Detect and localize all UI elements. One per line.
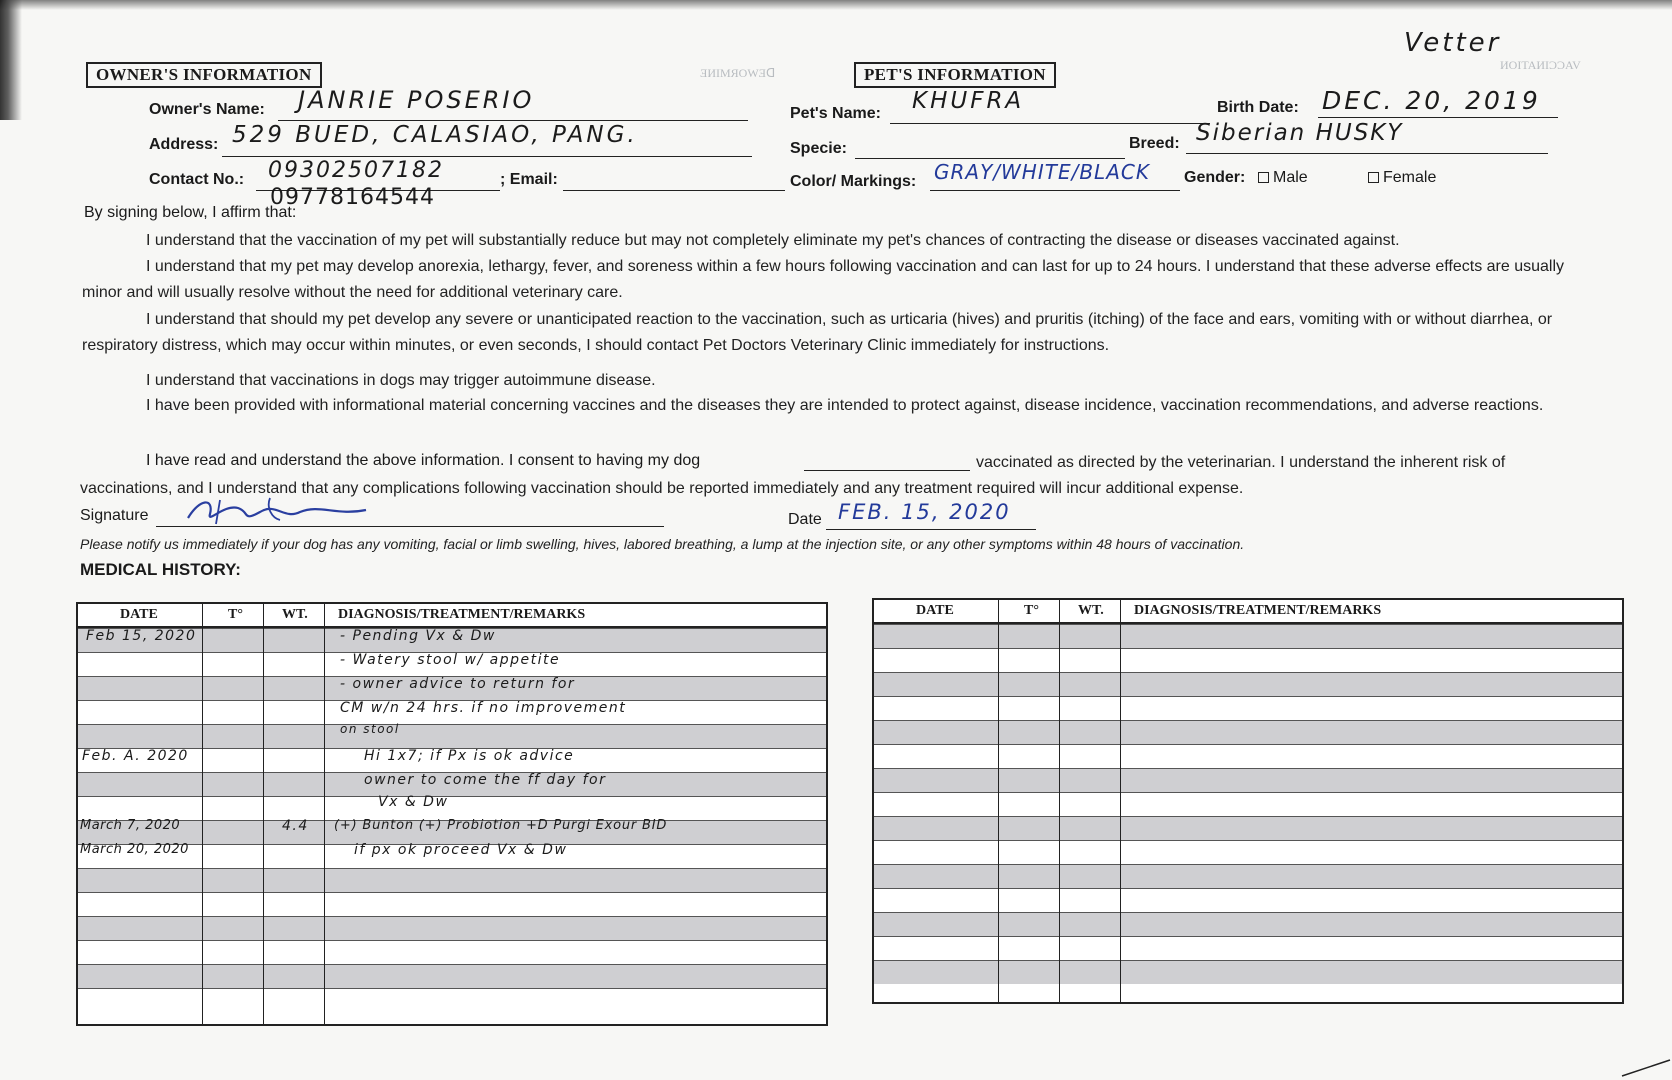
contact-label: Contact No.: xyxy=(149,171,245,188)
contact-value: 09302507182 xyxy=(268,158,444,183)
email-line xyxy=(563,190,785,191)
pet-name-value: KHUFRA xyxy=(912,88,1025,114)
owner-name-value: JANRIE POSERIO xyxy=(298,86,535,114)
scan-shadow-top xyxy=(0,0,1672,10)
row-divider xyxy=(874,864,1622,865)
table-row xyxy=(78,868,826,892)
table-row xyxy=(874,624,1622,648)
entry-9-date: March 7, 2020 xyxy=(80,818,181,833)
row-divider xyxy=(874,744,1622,745)
birth-date-label: Birth Date: xyxy=(1217,99,1299,116)
row-divider xyxy=(874,936,1622,937)
col-divider xyxy=(202,604,203,1024)
gender-label: Gender: xyxy=(1184,169,1246,186)
table-row xyxy=(874,912,1622,936)
color-label: Color/ Markings: xyxy=(790,173,917,190)
entry-8-remarks: Vx & Dw xyxy=(378,794,449,810)
entry-4-remarks: CM w/n 24 hrs. if no improvement xyxy=(340,700,627,716)
date-line xyxy=(826,529,1036,530)
col-weight: WT. xyxy=(1078,603,1104,618)
col-divider xyxy=(1059,600,1060,1002)
consent-p6a: I have read and understand the above information. I consent to having my dog xyxy=(146,452,701,469)
row-divider xyxy=(874,816,1622,817)
entry-6-remarks: Hi 1x7; if Px is ok advice xyxy=(364,748,575,764)
gender-female-option[interactable] xyxy=(1368,169,1436,187)
specie-line xyxy=(855,158,1125,159)
color-value: GRAY/WHITE/BLACK xyxy=(934,160,1150,184)
col-divider xyxy=(324,604,325,1024)
table-row xyxy=(874,816,1622,840)
bleed-through-text: ƎИIMЯOWƎᗡ xyxy=(700,66,776,80)
row-divider xyxy=(78,964,826,965)
birth-date-line xyxy=(1318,117,1558,118)
breed-value: Siberian HUSKY xyxy=(1196,120,1404,146)
consent-p6b: vaccinated as directed by the veterinarian. I understand the inherent risk of vaccinations, and I understand that any complications following vaccination should be reported immediately and any treatment required will incur additional expense. xyxy=(80,454,1506,497)
table-row xyxy=(874,840,1622,864)
owner-name-label: Owner's Name: xyxy=(149,101,265,118)
entry-9-weight: 4.4 xyxy=(282,818,309,834)
entry-1-remarks: - Pending Vx & Dw xyxy=(340,628,496,644)
female-label: Female xyxy=(1383,169,1437,186)
entry-2-remarks: - Watery stool w/ appetite xyxy=(340,652,561,668)
pet-name-line xyxy=(890,123,1210,124)
scan-fold-mark xyxy=(1620,1040,1672,1080)
row-divider xyxy=(874,720,1622,721)
date-label: Date xyxy=(788,511,822,528)
color-line xyxy=(930,190,1180,191)
address-line xyxy=(222,156,752,157)
pet-info-heading: PET'S INFORMATION xyxy=(854,62,1056,88)
table-row xyxy=(874,720,1622,744)
table-row xyxy=(874,960,1622,984)
row-divider xyxy=(78,868,826,869)
row-divider xyxy=(78,796,826,797)
row-divider xyxy=(874,912,1622,913)
signature-label: Signature xyxy=(80,507,149,524)
table-row xyxy=(874,696,1622,720)
row-divider xyxy=(874,888,1622,889)
entry-6-date: Feb. A. 2020 xyxy=(82,748,189,764)
address-value: 529 BUED, CALASIAO, PANG. xyxy=(232,122,638,148)
table-row xyxy=(78,988,826,1012)
table-row xyxy=(874,936,1622,960)
col-weight: WT. xyxy=(282,607,308,622)
email-label: ; Email: xyxy=(500,171,558,188)
specie-label: Specie: xyxy=(790,140,847,157)
breed-label: Breed: xyxy=(1129,135,1180,152)
col-date: DATE xyxy=(120,607,158,622)
table-row xyxy=(874,888,1622,912)
row-divider xyxy=(874,768,1622,769)
table-row xyxy=(874,744,1622,768)
entry-3-remarks: - owner advice to return for xyxy=(340,676,576,692)
female-checkbox[interactable] xyxy=(1368,172,1379,183)
address-label: Address: xyxy=(149,136,219,153)
medical-history-heading: MEDICAL HISTORY: xyxy=(80,560,241,579)
medical-history-table-right xyxy=(872,598,1624,1004)
medical-history-table-left xyxy=(76,602,828,1026)
col-remarks: DIAGNOSIS/TREATMENT/REMARKS xyxy=(1134,603,1382,618)
bleed-through-text: ИOITAИIƆƆAV xyxy=(1500,58,1581,72)
entry-9-remarks: (+) Bunton (+) Probiotion +D Purgi Exour BID xyxy=(334,818,668,833)
row-divider xyxy=(78,988,826,989)
date-value: FEB. 15, 2020 xyxy=(838,500,1011,524)
breed-line xyxy=(1186,153,1548,154)
consent-p5: I have been provided with informational material concerning vaccines and the diseases they are intended to protect against, disease incidence, vaccination recommendations, and adverse reactions. xyxy=(146,397,1544,414)
pet-name-label: Pet's Name: xyxy=(790,105,881,122)
table-row xyxy=(874,648,1622,672)
entry-5-remarks: on stool xyxy=(340,722,400,736)
table-row xyxy=(78,892,826,916)
signature-mark xyxy=(180,494,370,528)
row-divider xyxy=(78,892,826,893)
birth-date-value: DEC. 20, 2019 xyxy=(1322,86,1541,115)
row-divider xyxy=(78,724,826,725)
consent-p2: I understand that my pet may develop anorexia, lethargy, fever, and soreness within a few hours following vaccination and can last for up to 24 hours. I understand that these adverse effects are usually minor and will usually resolve without the need for additional veterinary care. xyxy=(82,258,1565,301)
row-divider xyxy=(874,648,1622,649)
table-row xyxy=(874,792,1622,816)
row-divider xyxy=(874,672,1622,673)
symptom-notice: Please notify us immediately if your dog has any vomiting, facial or limb swelling, hives, labored breathing, a lump at the injection site, or any other symptoms within 48 hours of vaccination. xyxy=(80,536,1245,552)
table-row xyxy=(874,864,1622,888)
table-row xyxy=(78,916,826,940)
owner-info-heading: OWNER'S INFORMATION xyxy=(86,62,322,88)
consent-p4: I understand that vaccinations in dogs may trigger autoimmune disease. xyxy=(146,372,656,389)
table-row xyxy=(78,724,826,748)
male-label: Male xyxy=(1273,169,1308,186)
table-row xyxy=(78,940,826,964)
consent-p3: I understand that should my pet develop any severe or unanticipated reaction to the vaccination, such as urticaria (hives) and pruritis (itching) of the face and ears, vomiting with or without diarrhea, or respiratory distress, which may occur within minutes, or even seconds, I should contact Pet Doctors Veterinary Clinic immediately for instructions. xyxy=(82,311,1553,354)
contact-value-2: 09778164544 xyxy=(270,185,435,210)
entry-10-remarks: if px ok proceed Vx & Dw xyxy=(354,842,568,858)
table-header xyxy=(78,604,826,628)
table-row xyxy=(78,964,826,988)
table-header xyxy=(874,600,1622,624)
col-divider xyxy=(263,604,264,1024)
col-divider xyxy=(998,600,999,1002)
row-divider xyxy=(874,960,1622,961)
row-divider xyxy=(78,916,826,917)
consent-p1: I understand that the vaccination of my pet will substantially reduce but may not completely eliminate my pet's chances of contracting the disease or diseases vaccinated against. xyxy=(146,232,1400,249)
row-divider xyxy=(874,792,1622,793)
scan-shadow-corner xyxy=(0,0,40,120)
col-date: DATE xyxy=(916,603,954,618)
male-checkbox[interactable] xyxy=(1258,172,1269,183)
gender-male-option[interactable] xyxy=(1258,169,1308,187)
table-row xyxy=(874,768,1622,792)
row-divider xyxy=(78,940,826,941)
table-row xyxy=(78,796,826,820)
col-temp: T° xyxy=(1024,603,1039,618)
col-divider xyxy=(1120,600,1121,1002)
row-divider xyxy=(874,840,1622,841)
table-row xyxy=(874,672,1622,696)
consent-intro: By signing below, I affirm that: xyxy=(84,204,297,221)
row-divider xyxy=(874,624,1622,625)
col-temp: T° xyxy=(228,607,243,622)
col-remarks: DIAGNOSIS/TREATMENT/REMARKS xyxy=(338,607,586,622)
entry-1-date: Feb 15, 2020 xyxy=(86,628,197,644)
entry-10-date: March 20, 2020 xyxy=(80,842,189,857)
owner-name-line xyxy=(278,120,748,121)
row-divider xyxy=(874,696,1622,697)
entry-7-remarks: owner to come the ff day for xyxy=(364,772,607,788)
corner-note: Vetter xyxy=(1404,28,1502,58)
